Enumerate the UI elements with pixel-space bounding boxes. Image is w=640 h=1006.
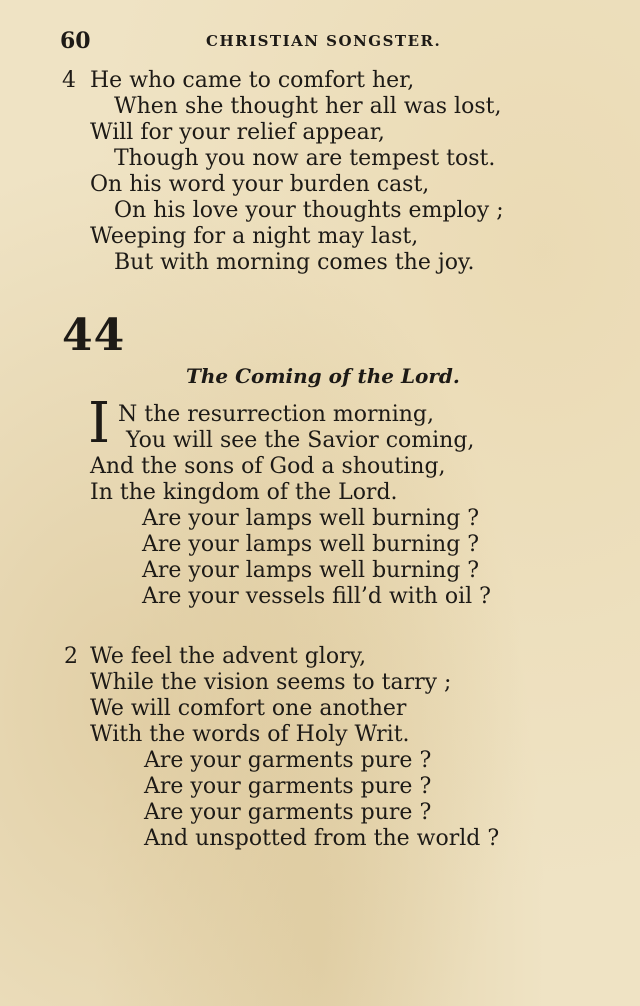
verse-line: Weeping for a night may last,: [90, 224, 419, 249]
stanza-line: We will comfort one another: [90, 696, 407, 721]
verse-line: On his word your burden cast,: [90, 172, 430, 197]
verse-line: On his love your thoughts employ ;: [114, 198, 504, 223]
refrain-line: Are your garments pure ?: [144, 800, 432, 825]
refrain-line: Are your lamps well burning ?: [142, 558, 480, 583]
stanza-number: 2: [64, 644, 78, 669]
page-number: 60: [60, 28, 91, 54]
page-header: [58, 28, 458, 54]
verse-line: When she thought her all was lost,: [114, 94, 502, 119]
verse-line: Will for your relief appear,: [90, 120, 385, 145]
stanza-line: In the kingdom of the Lord.: [90, 480, 398, 505]
hymn-number: 44: [62, 310, 126, 361]
stanza-line: And the sons of God a shouting,: [90, 454, 446, 479]
hymn-title: The Coming of the Lord.: [186, 364, 460, 388]
running-title: CHRISTIAN SONGSTER.: [206, 32, 442, 50]
stanza-line: While the vision seems to tarry ;: [90, 670, 452, 695]
drop-cap: I: [88, 391, 111, 456]
verse-line: But with morning comes the joy.: [114, 250, 475, 275]
refrain-line: Are your lamps well burning ?: [142, 506, 480, 531]
refrain-line: And unspotted from the world ?: [144, 826, 500, 851]
stanza-line: N the resurrection morning,: [118, 402, 434, 427]
refrain-line: Are your garments pure ?: [144, 748, 432, 773]
stanza-line: You will see the Savior coming,: [126, 428, 475, 453]
verse-line: He who came to comfort her,: [90, 68, 415, 93]
refrain-line: Are your garments pure ?: [144, 774, 432, 799]
stanza-line: We feel the advent glory,: [90, 644, 367, 669]
refrain-line: Are your lamps well burning ?: [142, 532, 480, 557]
verse-number: 4: [62, 68, 76, 93]
stanza-line: With the words of Holy Writ.: [90, 722, 410, 747]
verse-line: Though you now are tempest tost.: [114, 146, 496, 171]
refrain-line: Are your vessels fill’d with oil ?: [142, 584, 491, 609]
